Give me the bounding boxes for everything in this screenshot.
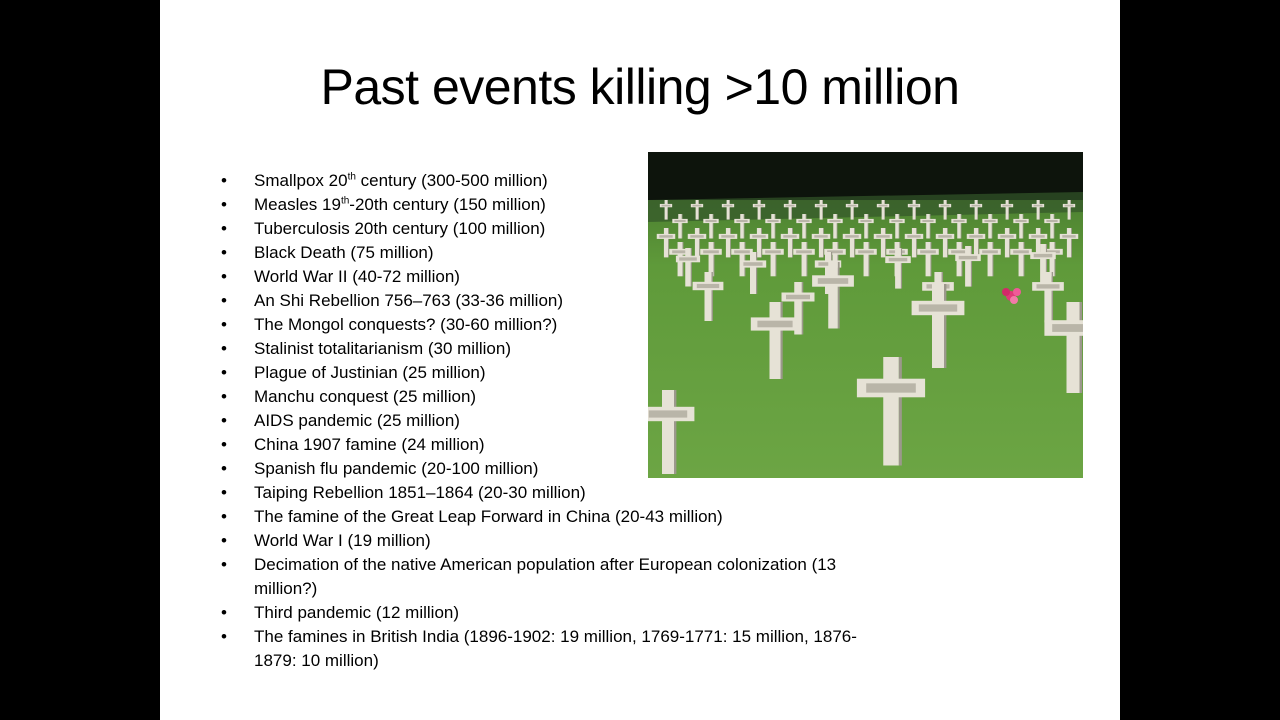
bullet-dot: • bbox=[221, 387, 227, 406]
bullet-superscript: th bbox=[347, 171, 356, 183]
bullet-item bbox=[218, 553, 858, 601]
bullet-dot: • bbox=[221, 459, 227, 478]
bullet-item bbox=[218, 601, 858, 625]
bullet-dot: • bbox=[221, 363, 227, 382]
slide bbox=[160, 0, 1120, 720]
bullet-dot: • bbox=[221, 243, 227, 262]
bullet-text: The famines in British India (1896-1902: 19 million, 1769-1771: 15 million, 1876-1879: 10 million) bbox=[254, 627, 857, 670]
bullet-text: The Mongol conquests? (30-60 million?) bbox=[254, 315, 558, 334]
bullet-dot: • bbox=[221, 219, 227, 238]
bullet-dot: • bbox=[221, 267, 227, 286]
bullet-dot: • bbox=[221, 603, 227, 622]
bullet-dot: • bbox=[221, 195, 227, 214]
bullet-dot: • bbox=[221, 171, 227, 190]
bullet-dot: • bbox=[221, 315, 227, 334]
bullet-text: Measles 19 bbox=[254, 195, 341, 214]
bullet-text: Stalinist totalitarianism (30 million) bbox=[254, 339, 511, 358]
bullet-dot: • bbox=[221, 411, 227, 430]
bullet-dot: • bbox=[221, 435, 227, 454]
bullet-item bbox=[218, 529, 858, 553]
bullet-dot: • bbox=[221, 507, 227, 526]
bullet-text: World War I (19 million) bbox=[254, 531, 431, 550]
bullet-text: Plague of Justinian (25 million) bbox=[254, 363, 486, 382]
bullet-text: Third pandemic (12 million) bbox=[254, 603, 460, 622]
bullet-item bbox=[218, 625, 858, 673]
bullet-text: century (300-500 million) bbox=[355, 171, 548, 190]
bullet-dot: • bbox=[221, 339, 227, 358]
bullet-text: Tuberculosis 20th century (100 million) bbox=[254, 219, 546, 238]
bullet-text: Decimation of the native American population after European colonization (13 million?) bbox=[254, 555, 837, 598]
cemetery-illustration bbox=[648, 152, 1083, 478]
bullet-item bbox=[218, 481, 858, 505]
bullet-text: Spanish flu pandemic (20-100 million) bbox=[254, 459, 539, 478]
slide-title: Past events killing >10 million bbox=[320, 59, 960, 115]
bullet-dot: • bbox=[221, 531, 227, 550]
bullet-dot: • bbox=[221, 627, 227, 646]
bullet-text: -20th century (150 million) bbox=[349, 195, 546, 214]
tree-line bbox=[648, 152, 1083, 200]
bullet-dot: • bbox=[221, 291, 227, 310]
bullet-text: Taiping Rebellion 1851–1864 (20-30 million) bbox=[254, 483, 586, 502]
bullet-text: Manchu conquest (25 million) bbox=[254, 387, 477, 406]
bullet-text: Black Death (75 million) bbox=[254, 243, 434, 262]
bullet-text: Smallpox 20 bbox=[254, 171, 348, 190]
bullet-item bbox=[218, 505, 858, 529]
bullet-text: AIDS pandemic (25 million) bbox=[254, 411, 460, 430]
bullet-text: World War II (40-72 million) bbox=[254, 267, 460, 286]
bullet-dot: • bbox=[221, 483, 227, 502]
bullet-text: An Shi Rebellion 756–763 (33-36 million) bbox=[254, 291, 564, 310]
bullet-superscript: th bbox=[340, 195, 350, 207]
bullet-dot: • bbox=[221, 555, 227, 574]
cemetery-photo bbox=[648, 152, 1083, 478]
bullet-text: China 1907 famine (24 million) bbox=[254, 435, 485, 454]
bullet-text: The famine of the Great Leap Forward in China (20-43 million) bbox=[254, 507, 723, 526]
